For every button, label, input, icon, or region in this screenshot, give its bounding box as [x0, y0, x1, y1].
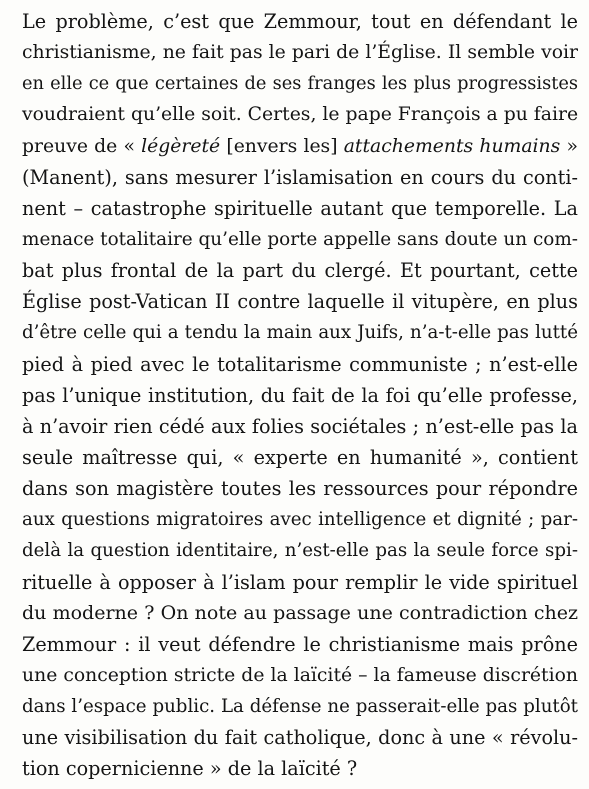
text-line-last: tion copernicienne » de la laïcité ? — [22, 757, 358, 781]
text-line: une conception stricte de la laïcité – la fameuse discrétion — [22, 664, 578, 686]
text-line: Église post-Vatican II contre laquelle il vitupère, en plus — [22, 290, 578, 314]
text-line: dans son magistère toutes les ressources pour répondre — [22, 477, 578, 501]
text-line: pied à pied avec le totalitarisme communiste ; n’est-elle — [22, 352, 578, 376]
text-line: menace totalitaire qu’elle porte appelle sans doute un com- — [22, 228, 578, 250]
text-line: voudraient qu’elle soit. Certes, le pape François a pu faire — [22, 104, 579, 126]
text-line: une visibilisation du fait catholique, donc à une « révolu- — [22, 726, 578, 750]
italic-quote: légèreté — [141, 135, 221, 157]
text-line: bat plus frontal de la part du clergé. Et pourtant, cette — [22, 259, 578, 283]
text-line: nent – catastrophe spirituelle autant que temporelle. La — [22, 196, 578, 220]
text-line: à n’avoir rien cédé aux folies sociétales ; n’est-elle pas la — [22, 414, 578, 438]
italic-quote: attachements humains — [343, 135, 561, 157]
text-run: [envers les] — [220, 135, 344, 157]
text-line: Le problème, c’est que Zemmour, tout en défendant le — [22, 10, 578, 33]
body-paragraph — [22, 6, 578, 785]
text-line: aux questions migratoires avec intelligence et dignité ; par- — [22, 509, 578, 531]
text-line: dans l’espace public. La défense ne passerait-elle pas plutôt — [22, 696, 578, 718]
text-line: christianisme, ne fait pas le pari de l’Église. Il semble voir — [22, 42, 578, 64]
text-line: d’être celle qui a tendu la main aux Juifs, n’a-t-elle pas lutté — [22, 322, 578, 344]
text-line: en elle ce que certaines de ses franges les plus progressistes — [22, 73, 578, 95]
text-line: Zemmour : il veut défendre le christianisme mais prône — [22, 632, 578, 656]
text-line: delà la question identitaire, n’est-elle pas la seule force spi- — [22, 540, 578, 562]
text-line: du moderne ? On note au passage une contradiction chez — [22, 601, 578, 624]
text-line: seule maîtresse qui, « experte en humanité », contient — [22, 445, 578, 469]
text-line: (Manent), sans mesurer l’islamisation en cours du conti- — [22, 165, 578, 189]
text-run: » — [560, 135, 578, 157]
text-line-with-quote — [22, 131, 578, 162]
text-line: rituelle à opposer à l’islam pour remplir le vide spirituel — [22, 570, 578, 594]
text-run: preuve de « — [22, 135, 142, 157]
text-line: pas l’unique institution, du fait de la foi qu’elle professe, — [22, 383, 578, 407]
